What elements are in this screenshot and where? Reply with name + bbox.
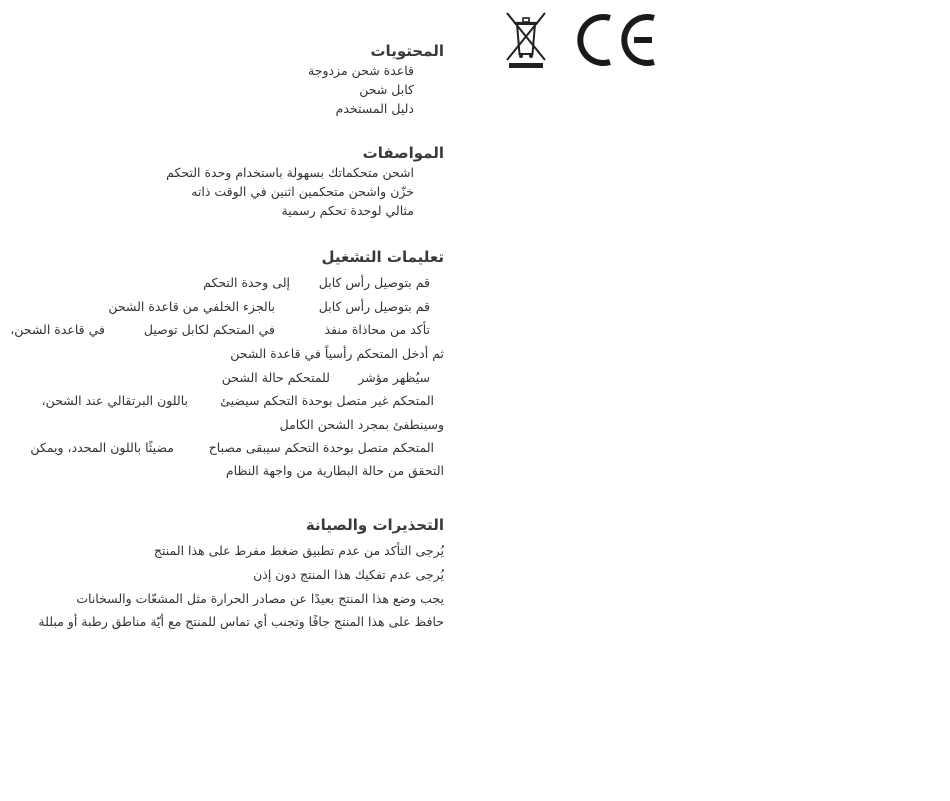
instruction-line-7: وسينطفئ بمجرد الشحن الكامل	[279, 417, 444, 432]
contents-item: دليل المستخدم	[335, 101, 414, 116]
instruction-line-2-part-a: قم بتوصيل رأس كابل	[318, 299, 430, 314]
specs-item: اشحن متحكماتك بسهولة باستخدام وحدة التحكم	[166, 165, 414, 180]
weee-crossed-bin-icon	[505, 10, 547, 70]
warnings-heading: التحذيرات والصيانة	[305, 516, 444, 534]
instruction-line-6-part-b: باللون البرتقالي عند الشحن،	[41, 393, 188, 408]
specs-item: خزّن واشحن متحكمين اثنين في الوقت ذاته	[191, 184, 414, 199]
warnings-item: يجب وضع هذا المنتج بعيدًا عن مصادر الحرارة مثل المشعّات والسخانات	[76, 591, 444, 606]
instruction-line-6-part-a: المتحكم غير متصل بوحدة التحكم سيضيئ	[220, 393, 434, 408]
instruction-line-9: التحقق من حالة البطارية من واجهة النظام	[225, 463, 444, 478]
contents-heading: المحتويات	[370, 42, 444, 60]
instructions-heading: تعليمات التشغيل	[321, 248, 444, 266]
ce-mark-icon	[572, 10, 658, 70]
specs-item: مثالي لوحدة تحكم رسمية	[281, 203, 414, 218]
contents-item: قاعدة شحن مزدوجة	[308, 63, 414, 78]
instruction-line-3-part-c: في قاعدة الشحن،	[10, 322, 105, 337]
instruction-line-5-part-a: سيُظهر مؤشر	[358, 370, 430, 385]
instruction-line-1-part-a: قم بتوصيل رأس كابل	[318, 275, 430, 290]
warnings-item: حافظ على هذا المنتج جافًا وتجنب أي تماس للمنتج مع أيّة مناطق رطبة أو مبللة	[38, 614, 444, 629]
warnings-item: يُرجى عدم تفكيك هذا المنتج دون إذن	[253, 567, 444, 582]
contents-item: كابل شحن	[359, 82, 414, 97]
instruction-line-4: ثم أدخل المتحكم رأسياً في قاعدة الشحن	[230, 346, 444, 361]
instruction-line-1-part-b: إلى وحدة التحكم	[203, 275, 290, 290]
instruction-line-2-part-b: بالجزء الخلفي من قاعدة الشحن	[108, 299, 275, 314]
instruction-line-3-part-a: تأكد من محاذاة منفذ	[324, 322, 430, 337]
warnings-item: يُرجى التأكد من عدم تطبيق ضغط مفرط على هذا المنتج	[153, 543, 444, 558]
instruction-line-3-part-b: في المتحكم لكابل توصيل	[143, 322, 275, 337]
instruction-line-8-part-a: المتحكم متصل بوحدة التحكم سيبقى مصباح	[208, 440, 434, 455]
instruction-line-8-part-b: مضيئًا باللون المحدد، ويمكن	[30, 440, 174, 455]
specs-heading: المواصفات	[362, 144, 444, 162]
instruction-line-5-part-b: للمتحكم حالة الشحن	[221, 370, 330, 385]
